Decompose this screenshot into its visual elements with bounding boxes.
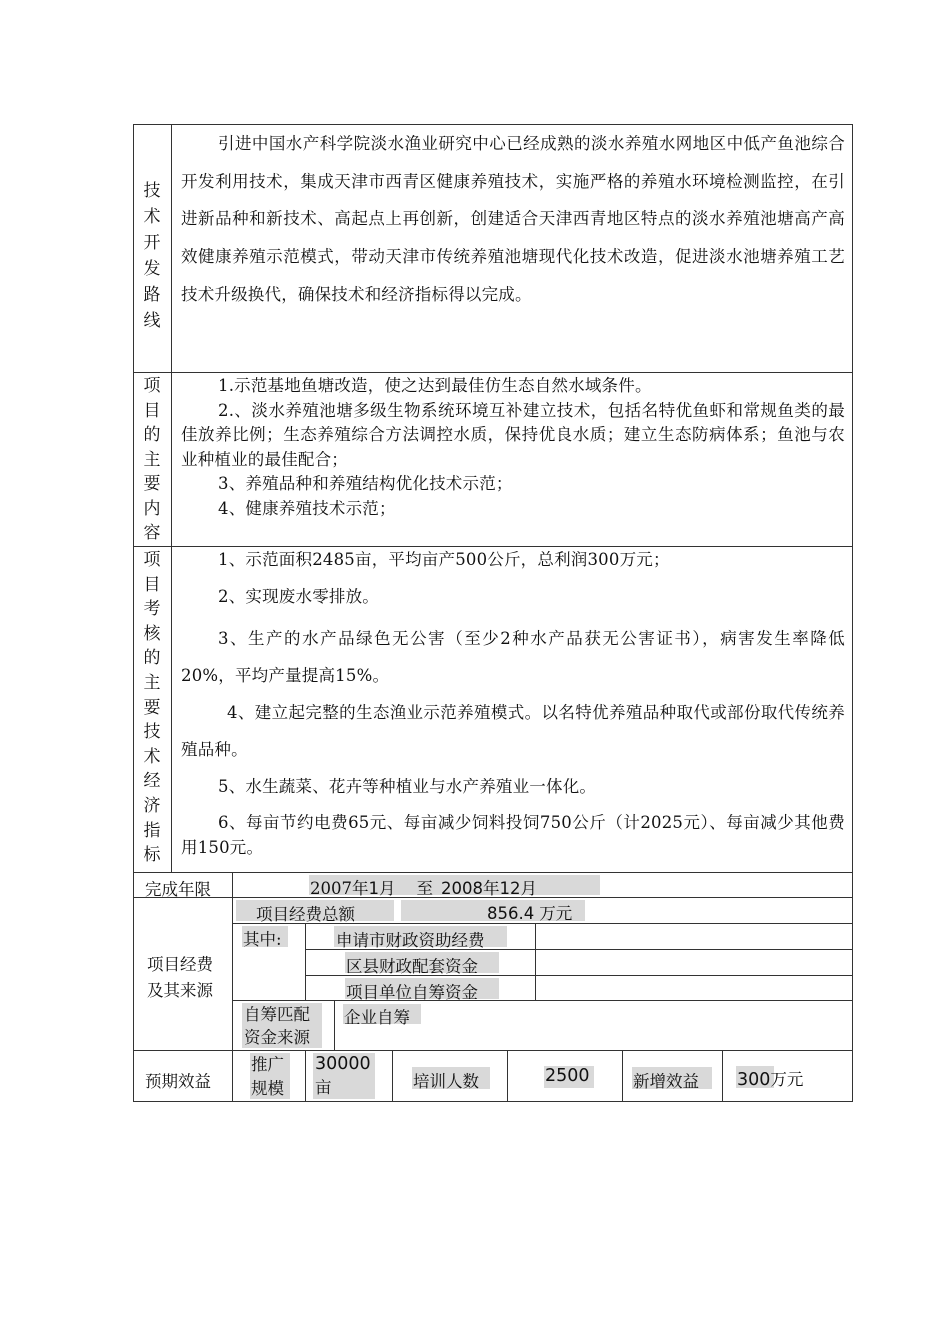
cell-divider — [232, 897, 233, 1051]
start-month: 1 — [368, 879, 379, 898]
new-benefit-label: 新增效益 — [633, 1072, 699, 1091]
row-divider — [133, 872, 853, 873]
deadline-value — [310, 875, 537, 899]
cell-divider — [392, 1050, 393, 1102]
indicator-item: 6、每亩节约电费65元、每亩减少饲料投饲750公斤（计2025元）、每亩减少其他费用150元。 — [181, 813, 845, 857]
row-divider — [133, 372, 853, 373]
indicator-item: 4、建立起完整的生态渔业示范养殖模式。以名特优养殖品种取代或部份取代传统养殖品种。 — [181, 703, 845, 759]
indicator-item: 1、示范面积2485亩，平均亩产500公斤，总利润300万元； — [218, 550, 670, 569]
cell-divider — [622, 1050, 623, 1102]
funding-label-line: 及其来源 — [147, 981, 213, 1000]
self-funding-label — [244, 1003, 310, 1049]
total-value — [487, 900, 572, 924]
funding-label — [147, 952, 213, 1004]
new-benefit-value — [737, 1066, 803, 1090]
total-amount: 856.4 — [487, 904, 535, 923]
cell-divider — [507, 1050, 508, 1102]
scale-number: 30000 — [315, 1054, 371, 1074]
cell-divider — [232, 872, 233, 898]
indicator-item: 5、水生蔬菜、花卉等种植业与水产养殖业一体化。 — [218, 777, 597, 796]
source-municipal: 申请市财政资助经费 — [336, 931, 485, 950]
cell-divider — [232, 1050, 233, 1102]
label-column-divider — [171, 124, 172, 872]
route-label: 技术开发路线 — [143, 181, 161, 331]
content-item: 4、健康养殖技术示范； — [218, 498, 396, 518]
total-unit: 万元 — [539, 904, 573, 923]
cell-divider — [535, 923, 536, 1000]
table-border-right — [852, 124, 853, 1102]
start-year: 2007 — [310, 879, 352, 898]
source-district: 区县财政配套资金 — [346, 957, 478, 976]
month-unit: 月 — [379, 879, 396, 898]
total-label: 项目经费总额 — [256, 905, 355, 924]
funding-label-line: 项目经费 — [147, 955, 213, 974]
training-value: 2500 — [545, 1066, 590, 1086]
year-unit: 年 — [352, 879, 369, 898]
training-label: 培训人数 — [413, 1072, 479, 1091]
indicators-label: 项目考核的主要技术经济指标 — [143, 550, 161, 866]
table-border-bottom — [133, 1101, 853, 1102]
end-year: 2008 — [441, 879, 483, 898]
year-unit: 年 — [483, 879, 500, 898]
cell-divider — [722, 1050, 723, 1102]
self-funding-label-line: 自筹匹配 — [244, 1005, 310, 1024]
benefit-label: 预期效益 — [145, 1072, 211, 1091]
content-list — [181, 374, 845, 521]
content-item: 2.、淡水养殖池塘多级生物系统环境互补建立技术，包括名特优鱼虾和常规鱼类的最佳放养比例；生态养殖综合方法调控水质，保持优良水质；建立生态防病体系；鱼池与农业种植业的最佳配合； — [181, 400, 845, 469]
row-divider — [133, 1050, 853, 1051]
cell-divider — [305, 1050, 306, 1102]
new-benefit-number: 300 — [737, 1070, 771, 1090]
source-self: 项目单位自筹资金 — [346, 983, 478, 1002]
route-text: 引进中国水产科学院淡水渔业研究中心已经成熟的淡水养殖水网地区中低产鱼池综合开发利用技术，集成天津市西青区健康养殖技术，实施严格的养殖水环境检测监控，在引进新品种和新技术、高起点上再创新，创建适合天津西青地区特点的淡水养殖池塘高产高效健康养殖示范模式，带动天津市传统养殖池塘现代化技术改造，促进淡水池塘养殖工艺技术升级换代，确保技术和经济指标得以完成。 — [181, 134, 845, 304]
deadline-label: 完成年限 — [145, 880, 211, 899]
month-unit: 月 — [520, 879, 537, 898]
table-border-left — [133, 124, 134, 1102]
content-item: 3、养殖品种和养殖结构优化技术示范； — [218, 474, 513, 493]
scale-label-line: 推广 — [251, 1055, 284, 1074]
cell-divider — [305, 923, 306, 1000]
among-label: 其中: — [243, 930, 282, 949]
cell-divider — [334, 1000, 335, 1051]
scale-label — [251, 1053, 284, 1101]
indicator-item: 2、实现废水零排放。 — [218, 586, 379, 606]
cell-divider — [232, 1000, 853, 1001]
to-text: 至 — [416, 879, 433, 898]
self-funding-value: 企业自筹 — [344, 1008, 410, 1027]
content-label: 项目的主要内容 — [143, 376, 161, 543]
end-month: 12 — [499, 879, 521, 898]
indicator-item: 3、生产的水产品绿色无公害（至少2种水产品获无公害证书），病害发生率降低20%，平均产量提高15%。 — [181, 629, 845, 685]
scale-label-line: 规模 — [251, 1079, 284, 1098]
new-benefit-unit: 万元 — [770, 1070, 804, 1089]
scale-unit: 亩 — [315, 1078, 332, 1097]
indicators-list — [181, 548, 845, 860]
self-funding-label-line: 资金来源 — [244, 1028, 310, 1047]
content-item: 1.示范基地鱼塘改造，使之达到最佳仿生态自然水域条件。 — [218, 376, 652, 395]
scale-value — [315, 1052, 371, 1100]
row-divider — [133, 546, 853, 547]
